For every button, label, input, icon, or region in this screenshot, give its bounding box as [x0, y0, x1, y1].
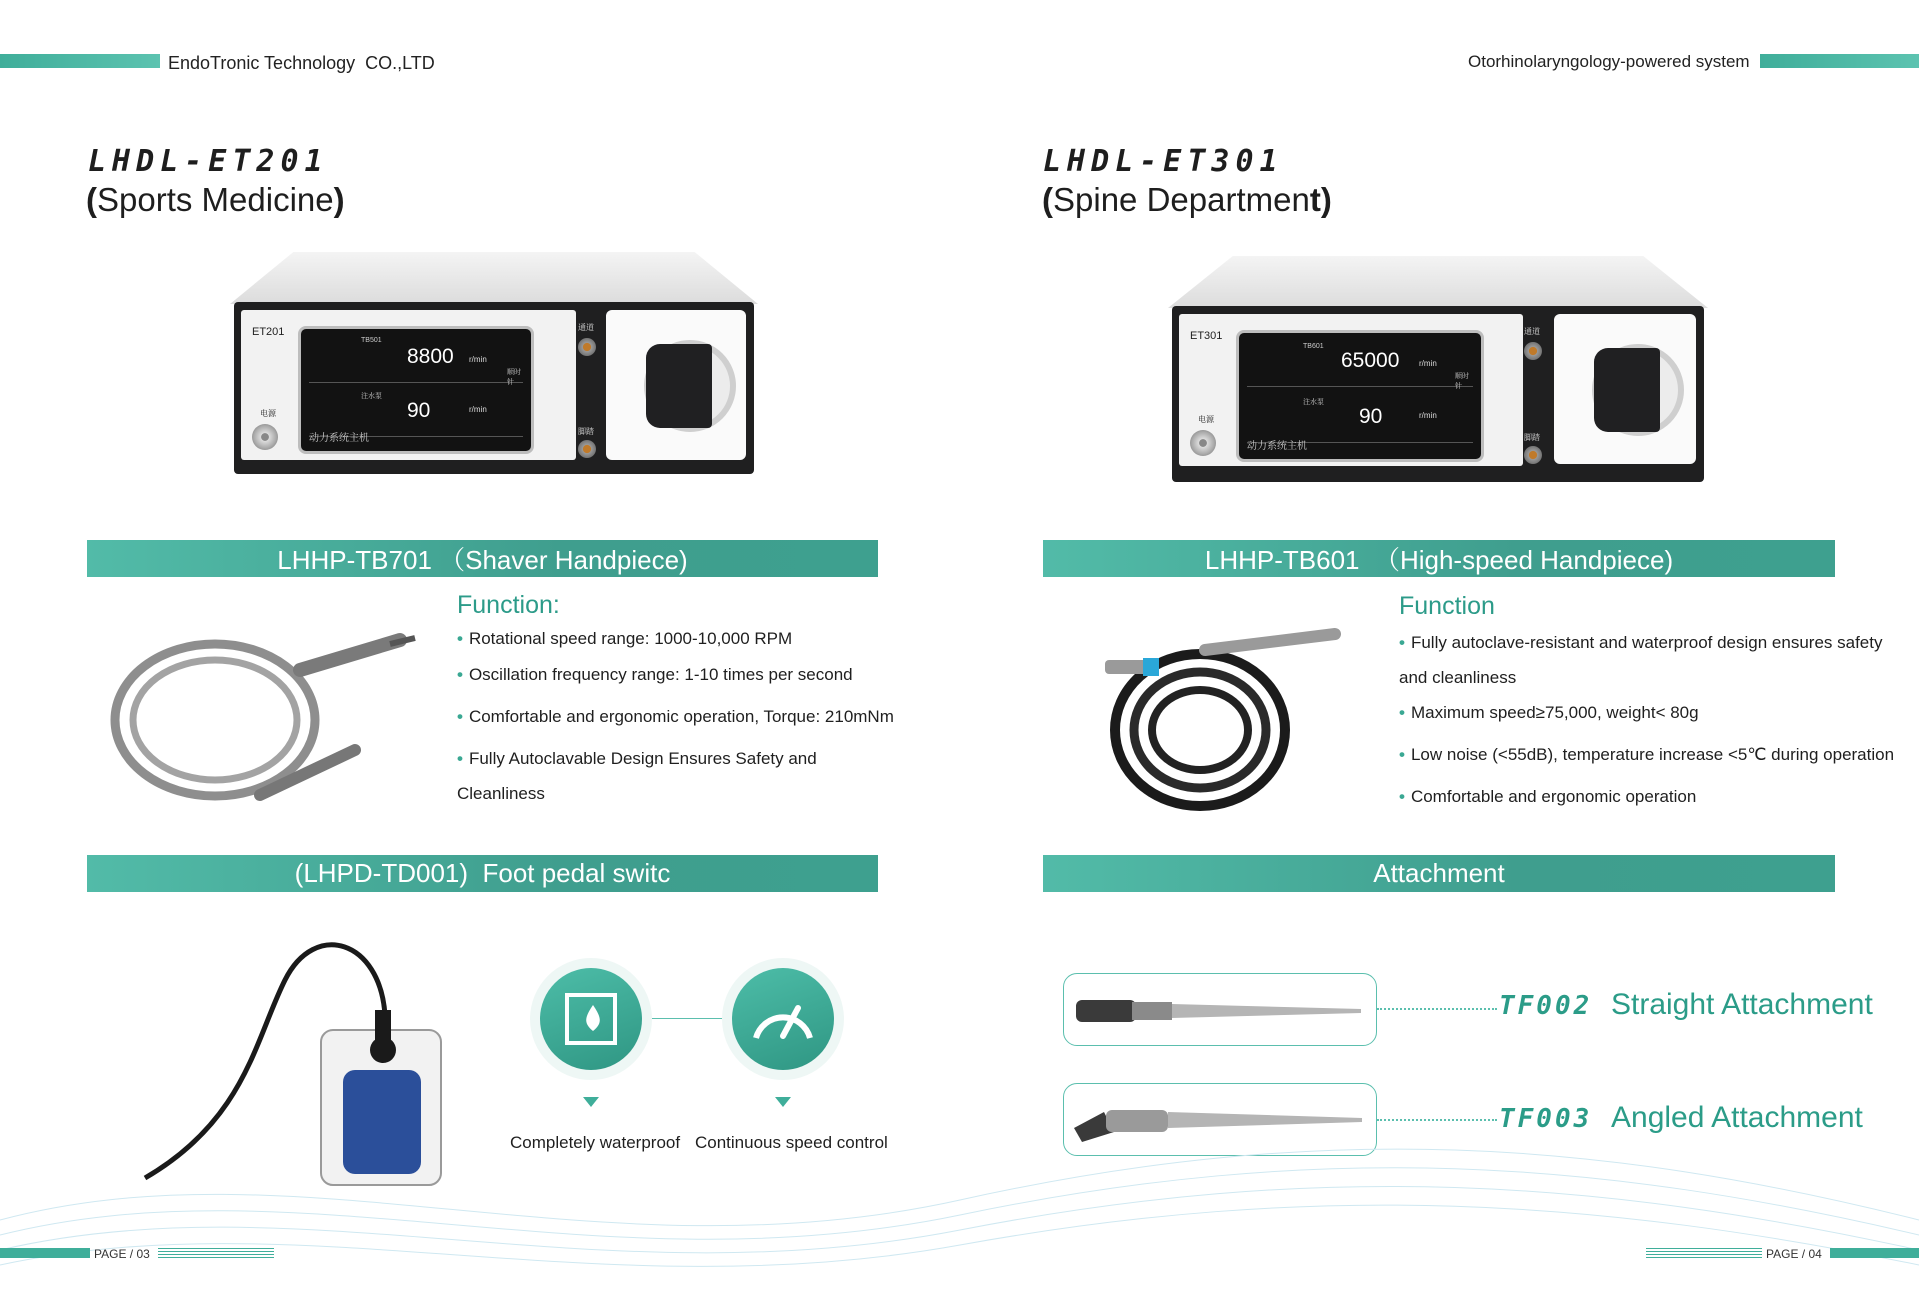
attachment-banner: Attachment	[1043, 855, 1835, 892]
footer-bar-left	[0, 1248, 90, 1258]
left-function-item: • Rotational speed range: 1000-10,000 RPM	[457, 629, 793, 648]
shaver-handpiece-image	[100, 630, 420, 820]
right-model-subtitle: (Spine Department)	[1042, 181, 1332, 218]
left-model-title: LHDL-ET201	[88, 144, 329, 179]
power-knob[interactable]	[252, 424, 278, 450]
right-function-item: • Low noise (<55dB), temperature increase <5℃ during operation	[1399, 745, 1895, 764]
power-label: 电源	[260, 409, 276, 418]
high-speed-handpiece-image	[1085, 620, 1345, 820]
system-name: Otorhinolaryngology-powered system	[1468, 52, 1750, 71]
et201-console: ET201 电源 TB501 8800 r/min 顺时针 注水泵 90 r/min 动力系统主机 通道 脚踏	[230, 252, 758, 474]
power-label: 电源	[1198, 415, 1214, 424]
attachment-name: Straight Attachment	[1611, 988, 1873, 1021]
page-number-left: PAGE / 03	[94, 1247, 150, 1261]
feature-label: Completely waterproof	[510, 1133, 681, 1152]
header-accent-bar-left	[0, 54, 160, 68]
left-function-title: Function:	[457, 591, 560, 619]
right-function-item: • Comfortable and ergonomic operation	[1399, 787, 1697, 806]
speed-readout: 65000	[1341, 349, 1400, 372]
foot-pedal-banner: (LHPD-TD001) Foot pedal switc	[87, 855, 878, 892]
left-function-item: • Oscillation frequency range: 1-10 times per second	[457, 665, 853, 684]
right-function-title: Function	[1399, 592, 1495, 620]
screen-footer: 动力系统主机	[309, 433, 369, 444]
channel-port[interactable]	[1524, 342, 1542, 360]
peristaltic-pump[interactable]	[1554, 314, 1696, 464]
device-model-label: ET301	[1190, 330, 1223, 342]
screen-footer: 动力系统主机	[1247, 441, 1307, 452]
company-name: EndoTronic Technology CO.,LTD	[168, 53, 435, 73]
channel-port[interactable]	[578, 338, 596, 356]
footer-bar-right	[1830, 1248, 1919, 1258]
background-wave-decoration	[0, 1020, 1919, 1300]
page-number-right: PAGE / 04	[1766, 1247, 1822, 1261]
device-model-label: ET201	[252, 326, 285, 338]
touch-screen[interactable]: TB601 65000 r/min 顺时针 注水泵 90 r/min 动力系统主机	[1236, 330, 1484, 462]
right-function-item-cont: and cleanliness	[1399, 668, 1517, 687]
right-function-item: • Maximum speed≥75,000, weight< 80g	[1399, 703, 1699, 722]
left-function-item: • Fully Autoclavable Design Ensures Safety and	[457, 749, 817, 768]
et301-console: ET301 电源 TB601 65000 r/min 顺时针 注水泵 90 r/min 动力系统主机 通道 脚踏	[1168, 256, 1708, 482]
footer-stripes-right	[1646, 1248, 1762, 1258]
header-accent-bar-right	[1760, 54, 1919, 68]
left-function-item-cont: Cleanliness	[457, 784, 545, 803]
feature-connector	[652, 1018, 722, 1019]
footswitch-port[interactable]	[578, 440, 596, 458]
right-model-title: LHDL-ET301	[1043, 144, 1284, 179]
left-model-subtitle: (Sports Medicine)	[86, 181, 345, 218]
attachment-code: TF003	[1499, 1104, 1593, 1134]
power-knob[interactable]	[1190, 430, 1216, 456]
speed-readout: 8800	[407, 345, 454, 368]
left-handpiece-banner: LHHP-TB701 （Shaver Handpiece)	[87, 540, 878, 577]
touch-screen[interactable]: TB501 8800 r/min 顺时针 注水泵 90 r/min 动力系统主机	[298, 326, 534, 454]
attachment-code: TF002	[1499, 991, 1593, 1021]
attachment-name: Angled Attachment	[1611, 1101, 1863, 1134]
right-function-item: • Fully autoclave-resistant and waterproof design ensures safety	[1399, 633, 1883, 652]
footswitch-port[interactable]	[1524, 446, 1542, 464]
left-function-item: • Comfortable and ergonomic operation, Torque: 210mNm	[457, 707, 894, 726]
feature-label: Continuous speed control	[695, 1133, 888, 1152]
pump-readout: 90	[407, 399, 431, 422]
pump-readout: 90	[1359, 405, 1383, 428]
peristaltic-pump[interactable]	[606, 310, 746, 460]
attachment-connector	[1377, 1008, 1497, 1010]
right-handpiece-banner: LHHP-TB601 （High-speed Handpiece)	[1043, 540, 1835, 577]
footer-stripes-left	[158, 1248, 274, 1258]
